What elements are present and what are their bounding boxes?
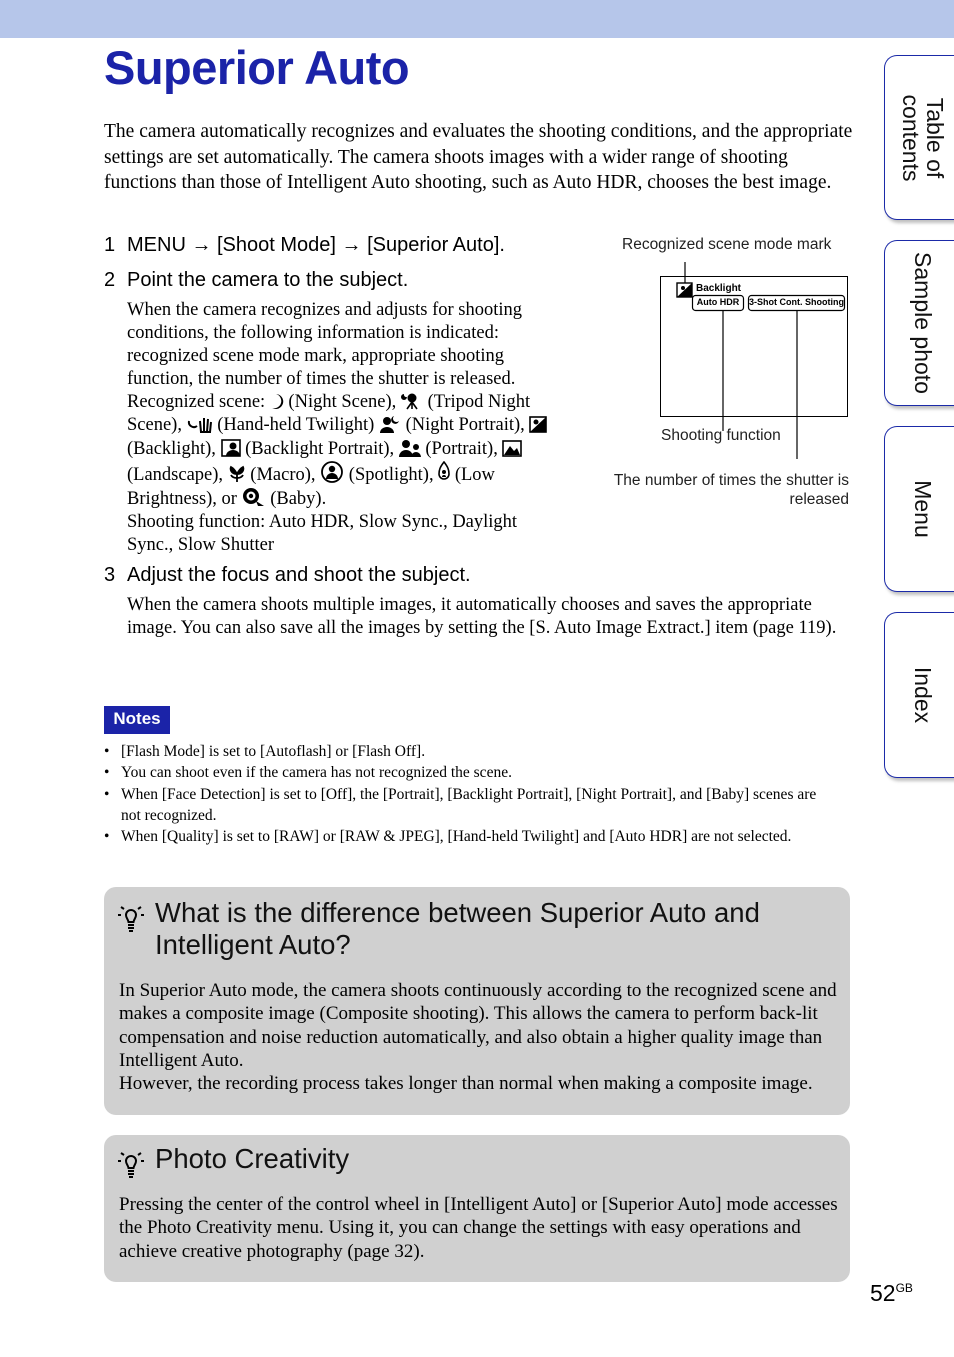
scene-label: Recognized scene: [127, 392, 266, 413]
tip-title: What is the difference between Superior Auto and Intelligent Auto? [155, 897, 760, 960]
label-recognized-scene-mark: Recognized scene mode mark [622, 236, 832, 253]
step-text: Point the camera to the subject. [127, 269, 409, 291]
lightbulb-icon [116, 1147, 146, 1184]
tip-body: Pressing the center of the control wheel in [Intelligent Auto] or [Superior Auto] mode accesses the Photo Creativity menu. Using it, you can change the settings with easy operations and achieve creative photography (page 32). [119, 1194, 838, 1262]
note-item: • When [Quality] is set to [RAW] or [RAW & JPEG], [Hand-held Twilight] and [Auto HDR] are not selected. [104, 826, 834, 847]
recognized-scene-list: Recognized scene: (Night Scene), (Tripod Night Scene), (Hand-held Twilight) (Night Portrait), (Backlight), (Backlight Portrait), (Portrait), (Landscape), (Macro), (Spotlight), (Low Brightness), or (Baby). [127, 391, 567, 510]
lightbulb-icon [116, 901, 146, 938]
tab-sample-photo[interactable]: Sample photo [884, 240, 954, 406]
shooting-function-text: Shooting function: Auto HDR, Slow Sync., Daylight Sync., Slow Shutter [127, 511, 518, 555]
step-text: Adjust the focus and shoot the subject. [127, 564, 471, 586]
screen-scene-name: Backlight [696, 283, 742, 294]
label-shutter-count: The number of times the shutter is released [613, 472, 849, 508]
step-text: MENU → [Shoot Mode] → [Superior Auto]. [127, 234, 505, 256]
step-3-body: When the camera shoots multiple images, it automatically chooses and saves the appropriate image. You can also save all the images by setting the [S. Auto Image Extract.] item (page 119). [127, 595, 837, 639]
tab-menu[interactable]: Menu [884, 426, 954, 592]
tip-box-superior-vs-intelligent [104, 887, 850, 1115]
note-item: • When [Face Detection] is set to [Off], the [Portrait], [Backlight Portrait], [Night Portrait], and [Baby] scenes are not recognized. [104, 784, 834, 827]
step-number: 1 [104, 234, 116, 256]
note-item: • [Flash Mode] is set to [Autoflash] or [Flash Off]. [104, 741, 834, 762]
label-shooting-function: Shooting function [661, 427, 781, 444]
step-2-intro: When the camera recognizes and adjusts for shooting conditions, the following information is indicated: recognized scene mode mark, appropriate shooting function, the number of times the shutter is released. [127, 300, 523, 390]
intro-paragraph: The camera automatically recognizes and evaluates the shooting conditions, and the appropriate settings are set automatically. The camera shoots images with a wider range of shooting functions than those of Intelligent Auto shooting, such as Auto HDR, chooses the best image. [104, 121, 853, 193]
notes-list [104, 741, 834, 847]
step-number: 2 [104, 269, 116, 291]
step-number: 3 [104, 564, 116, 586]
page-title: Superior Auto [104, 41, 410, 94]
tip-body: In Superior Auto mode, the camera shoots continuously according to the recognized scene and makes a composite image (Composite shooting). This allows the camera to perform back-lit compensation and noise reduction automatically, and also obtain a higher quality image than Intelligent Auto. However, the recording process takes longer than normal when making a composite image. [119, 980, 837, 1095]
notes-label: Notes [104, 706, 170, 734]
tab-table-of-contents[interactable]: Table of contents [884, 55, 954, 220]
step-3 [104, 564, 471, 587]
page-number: $52^{GB}$ [870, 1280, 913, 1306]
tip-box-photo-creativity [104, 1135, 850, 1282]
note-item: • You can shoot even if the camera has not recognized the scene. [104, 762, 834, 783]
tab-index[interactable]: Index [884, 612, 954, 778]
tip-title: Photo Creativity [155, 1143, 350, 1174]
screen-shooting-function: Auto HDR [696, 297, 740, 307]
screen-shot-count: 3-Shot Cont. Shooting [749, 297, 844, 307]
